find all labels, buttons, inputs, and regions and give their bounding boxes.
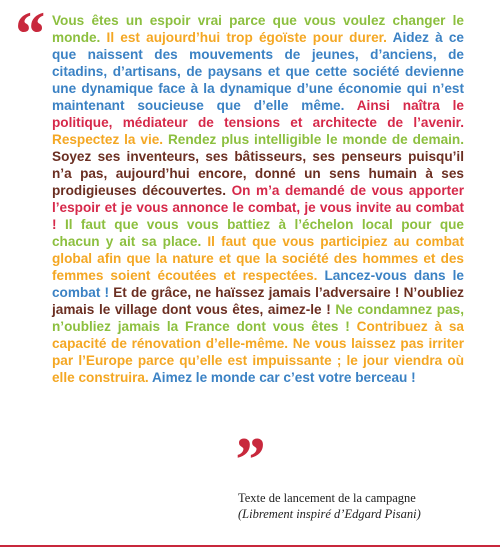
speech-segment: Et de grâce, ne haïssez jamais l’adversaire ! N’oubliez jamais le village dont vous êtes, aimez-le ! (52, 285, 464, 317)
speech-segment: Lancez-vous dans le combat ! (52, 268, 464, 300)
open-quote-mark: “ (12, 0, 38, 69)
speech-segment: Aimez le monde car c’est votre berceau ! (151, 370, 416, 385)
speech-segment: Ne vous laissez pas irriter par l’Europe parce qu’elle est impuissante ; le jour viendra où elle construira. (52, 336, 464, 385)
speech-segment: Ainsi naîtra le politique, médiateur de tensions et architecte de l’avenir. (52, 98, 464, 130)
bottom-rule (0, 545, 500, 547)
speech-segment: Rendez plus intelligible le monde de demain. (167, 132, 465, 147)
caption-source: (Librement inspiré d’Edgard Pisani) (238, 507, 421, 521)
speech-segment: Contribuez à sa capacité de rénovation d’elle-même. (52, 319, 464, 351)
speech-text (52, 12, 464, 386)
close-quote-mark: ” (232, 424, 258, 495)
speech-segment: Respectez la vie. (52, 132, 168, 147)
caption (238, 490, 478, 522)
speech-segment: Aidez à ce que naissent des mouvements de jeunes, d’anciens, de citadins, d’artisans, de paysans et que cette société devienne une dynamique face à la dynamique d’une économie qui n’est maintenant soucieuse que d’elle même. (52, 30, 464, 113)
speech-segment: On m’a demandé de vous apporter l’espoir et je vous annonce le combat, je vous invite au combat ! (52, 183, 464, 232)
speech-segment: Il faut que vous vous battiez à l’échelon local pour que chacun y ait sa place. (52, 217, 464, 249)
speech-segment: Il faut que vous participiez au combat global afin que la nature et que la société des hommes et des femmes soient écoutées et respectées. (52, 234, 465, 283)
speech-segment: Vous êtes un espoir vrai parce que vous voulez changer le monde. (52, 13, 464, 45)
speech-segment: Il est aujourd’hui trop égoïste pour durer. (106, 30, 393, 45)
speech-segment: Soyez ses inventeurs, ses bâtisseurs, ses penseurs puisqu’il n’a pas, aujourd’hui encore, donné un sens humain à ses prodigieuses découvertes. (52, 149, 464, 198)
speech-segment: Ne condamnez pas, n’oubliez jamais la France dont vous êtes ! (52, 302, 464, 334)
caption-title: Texte de lancement de la campagne (238, 491, 416, 505)
